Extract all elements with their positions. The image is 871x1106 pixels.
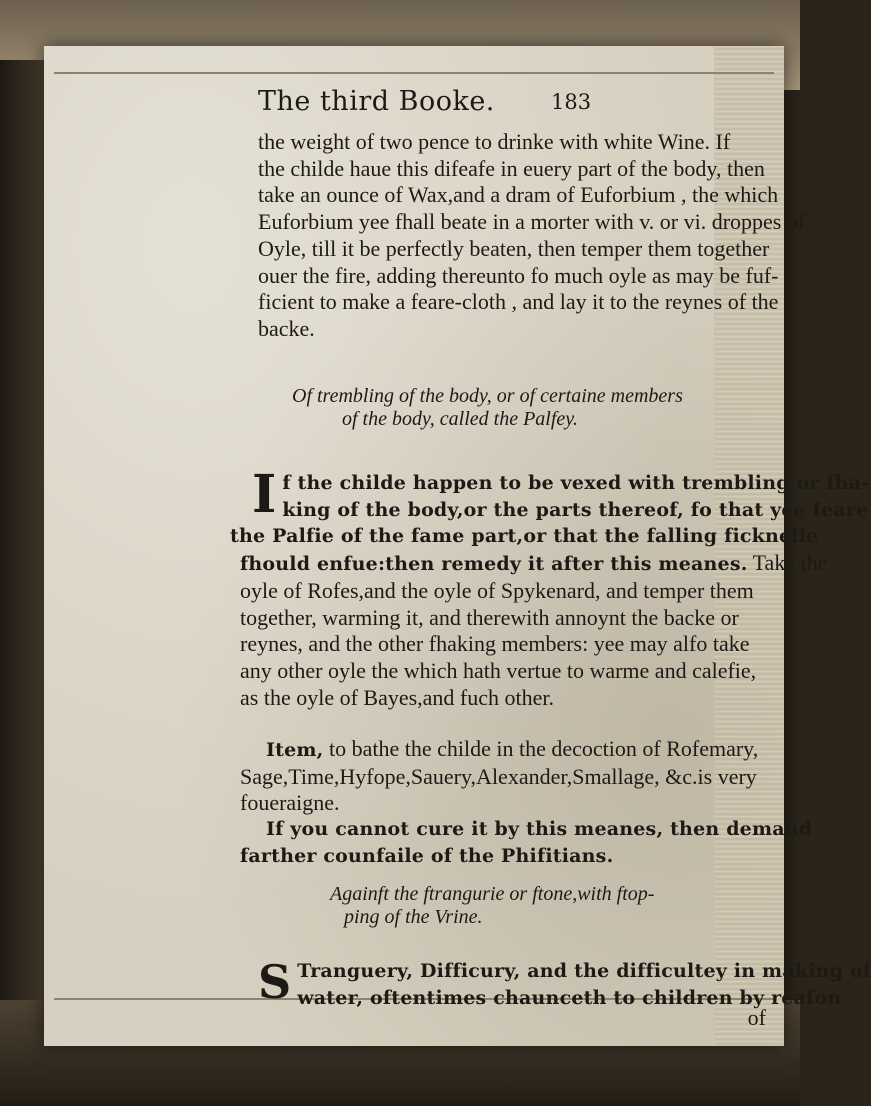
text-line: water, oftentimes chaunceth to children by reafon bbox=[297, 986, 842, 1009]
text-line: together, warming it, and therewith annoynt the backe or bbox=[240, 604, 739, 630]
text-line: farther counfaile of the Phifitians. bbox=[240, 844, 614, 867]
paragraph-3 bbox=[240, 736, 776, 817]
paragraph-4 bbox=[240, 816, 813, 869]
section-heading-strangury bbox=[330, 883, 750, 929]
text-line: Oyle, till it be perfectly beaten, then temper them together bbox=[258, 235, 770, 261]
drop-cap: I bbox=[252, 464, 277, 525]
heading-line: Of trembling of the body, or of certaine members bbox=[292, 385, 683, 407]
text-line: as the oyle of Bayes,and fuch other. bbox=[240, 684, 555, 710]
catchword: of bbox=[747, 1005, 766, 1031]
text-line: the childe haue this difeafe in euery part of the body, then bbox=[258, 155, 765, 181]
heading-line: of the body, called the Palfey. bbox=[342, 408, 579, 430]
drop-cap: S bbox=[258, 955, 292, 1009]
page-number: 183 bbox=[551, 90, 592, 114]
text-line: the Palfie of the fame part,or that the falling ficknelle bbox=[230, 525, 819, 548]
text-line: Euforbium yee fhall beate in a morter with v. or vi. droppes of bbox=[258, 209, 806, 235]
text-line: f the childe happen to be vexed with trembling or fha- bbox=[282, 472, 870, 494]
section-heading-palsy bbox=[292, 385, 762, 431]
text-line: any other oyle the which hath vertue to warme and calefie, bbox=[240, 657, 757, 683]
text-line: take an ounce of Wax,and a dram of Euforbium , the which bbox=[258, 182, 779, 208]
text-line: reynes, and the other fhaking members: yee may alfo take bbox=[240, 631, 750, 657]
paragraph-5 bbox=[258, 955, 871, 1032]
text-line: the weight of two pence to drinke with white Wine. If bbox=[258, 129, 731, 154]
text-line: Take the bbox=[752, 550, 828, 576]
paragraph-1 bbox=[258, 129, 806, 343]
text-line: foueraigne. bbox=[240, 790, 340, 816]
text-line: king of the body,or the parts thereof, fo that yee feare bbox=[282, 498, 869, 521]
paragraph-2 bbox=[230, 464, 870, 711]
text-line: Tranguery, Difficury, and the difficultey in making of bbox=[297, 960, 871, 982]
running-header bbox=[206, 86, 796, 126]
page-heading: The third Booke. bbox=[258, 86, 495, 117]
text-line: ouer the fire, adding thereunto fo much oyle as may be fuf- bbox=[258, 262, 779, 288]
text-line: Sage,Time,Hyfope,Sauery,Alexander,Smallage, &c.is very bbox=[240, 763, 757, 789]
text-line: oyle of Rofes,and the oyle of Spykenard, and temper them bbox=[240, 577, 754, 603]
top-rule bbox=[54, 72, 774, 74]
text-line: If you cannot cure it by this meanes, then demand bbox=[266, 818, 813, 840]
text-line: ficient to make a feare-cloth , and lay it to the reynes of the bbox=[258, 289, 779, 315]
text-line: Item, bbox=[266, 739, 324, 761]
text-line: fhould enfue:then remedy it after this meanes. bbox=[240, 553, 748, 576]
text-line: to bathe the childe in the decoction of Rofemary, bbox=[328, 736, 759, 761]
heading-line: Againft the ftrangurie or ftone,with ftop- bbox=[330, 883, 655, 905]
text-line: backe. bbox=[258, 315, 315, 341]
heading-line: ping of the Vrine. bbox=[344, 906, 483, 928]
